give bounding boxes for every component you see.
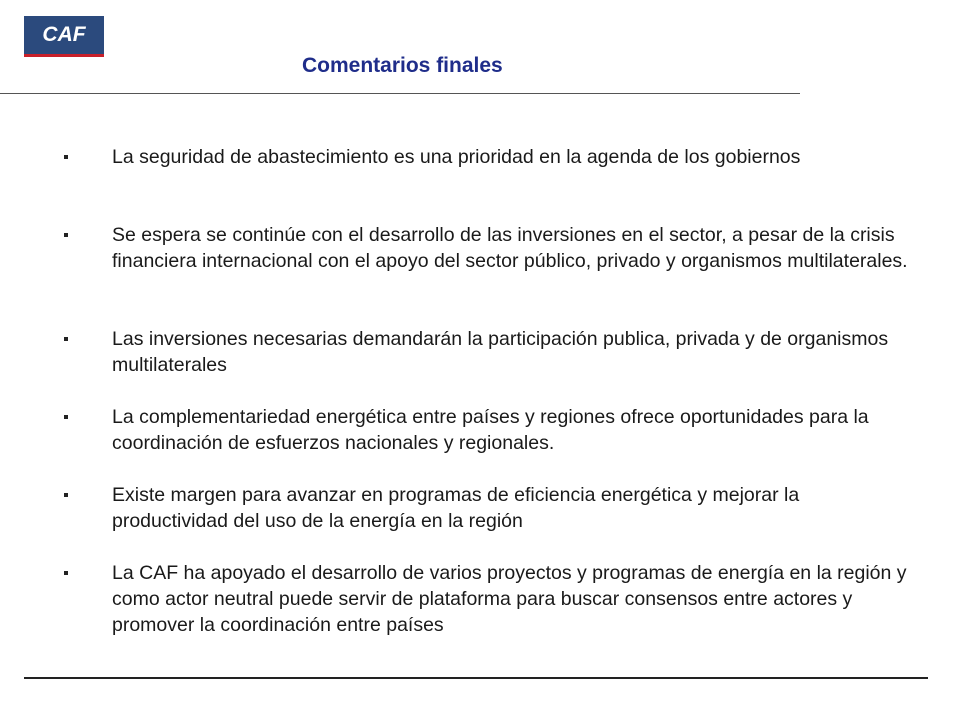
bullet-square-icon bbox=[64, 415, 68, 419]
bullet-square-icon bbox=[64, 155, 68, 159]
bullet-square-icon bbox=[64, 493, 68, 497]
bullet-text: Se espera se continúe con el desarrollo de las inversiones en el sector, a pesar de la crisis financiera internacional con el apoyo del sector público, privado y organismos multilaterales. bbox=[112, 224, 908, 272]
caf-logo bbox=[24, 16, 104, 57]
bullet-square-icon bbox=[64, 337, 68, 341]
title-divider bbox=[0, 93, 800, 94]
page-title: Comentarios finales bbox=[302, 54, 503, 77]
bullet-text: Las inversiones necesarias demandarán la participación publica, privada y de organismos multilaterales bbox=[112, 328, 889, 376]
bullet-square-icon bbox=[64, 233, 68, 237]
bullet-text: Existe margen para avanzar en programas de eficiencia energética y mejorar la productividad del uso de la energía en la región bbox=[112, 484, 800, 532]
bullet-square-icon bbox=[64, 571, 68, 575]
bullet-text: La seguridad de abastecimiento es una prioridad en la agenda de los gobiernos bbox=[112, 146, 801, 168]
bullet-text: La complementariedad energética entre países y regiones ofrece oportunidades para la coordinación de esfuerzos nacionales y regionales. bbox=[112, 406, 869, 454]
logo-text: CAF bbox=[42, 23, 86, 46]
bullet-text: La CAF ha apoyado el desarrollo de varios proyectos y programas de energía en la región y como actor neutral puede servir de plataforma para buscar consensos entre actores y promover la coordinación entre países bbox=[112, 562, 907, 636]
footer-divider bbox=[24, 677, 928, 679]
